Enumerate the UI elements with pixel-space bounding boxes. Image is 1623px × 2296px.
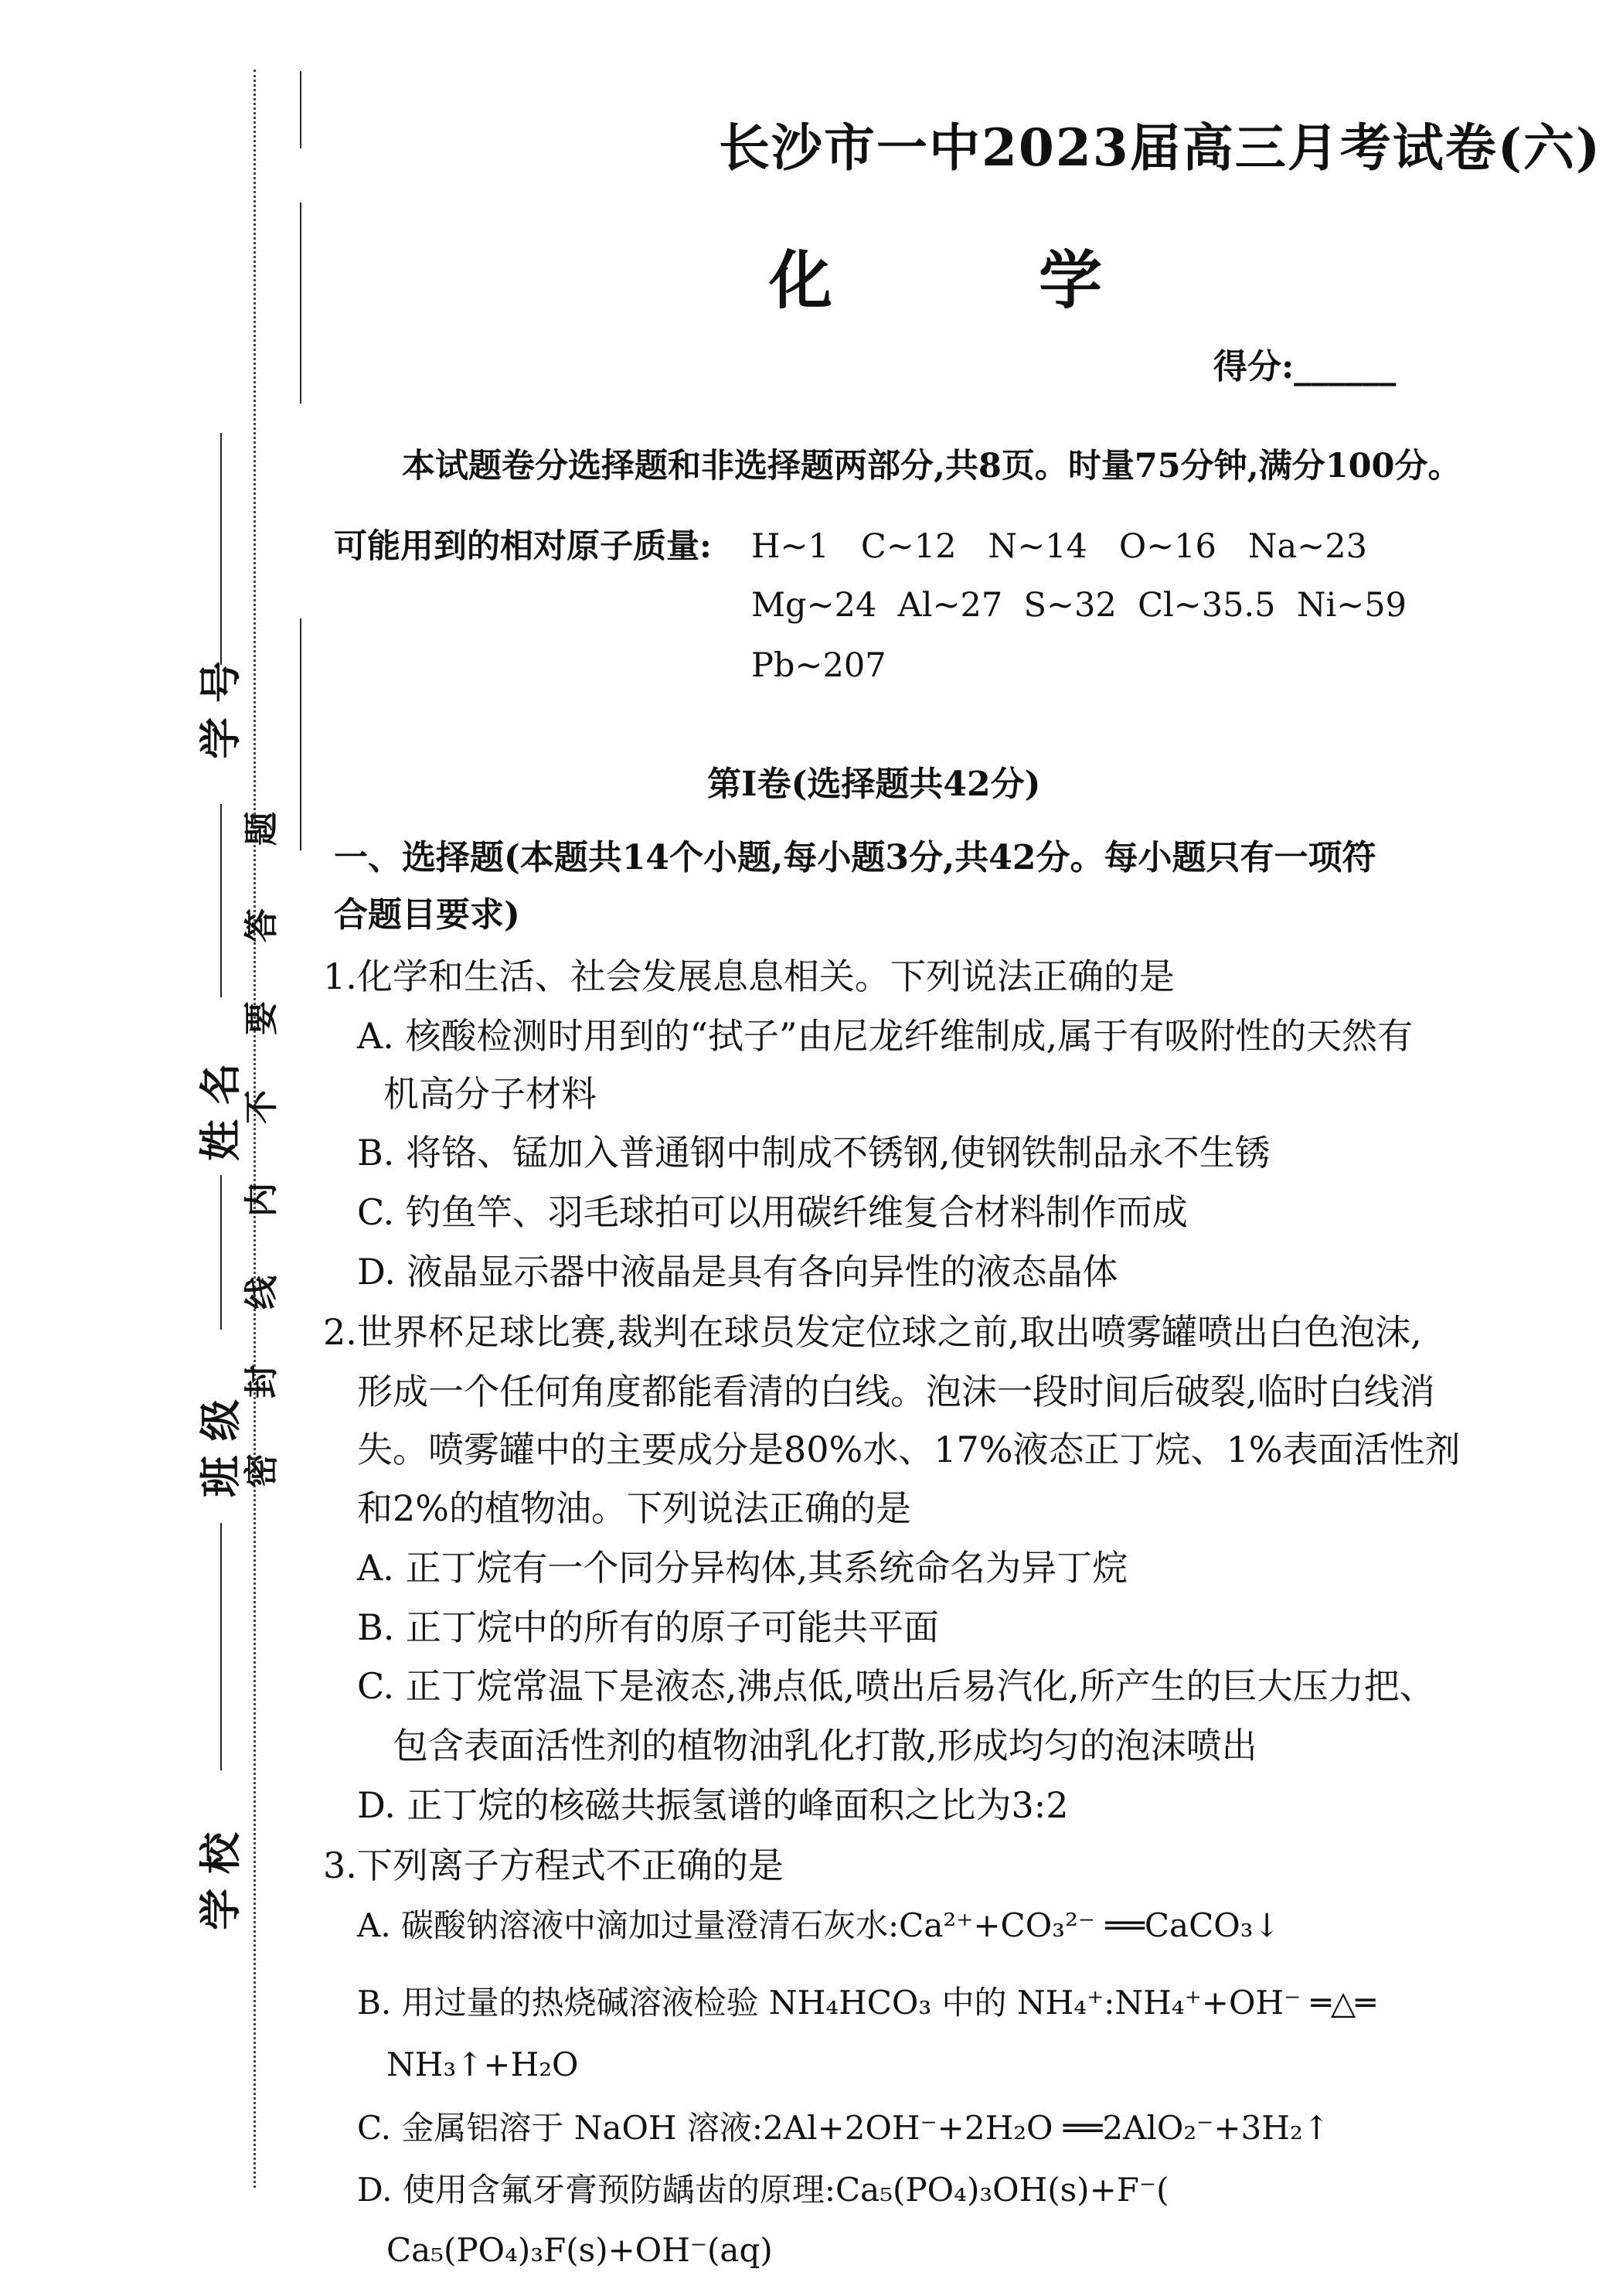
score-field[interactable]: 得分:______ [1213, 347, 1397, 387]
seal-notice-char: 要 [242, 1001, 281, 1035]
section-instructions-line1: 一、选择题(本题共14个小题,每小题3分,共42分。每小题只有一项符 [334, 838, 1376, 877]
name-label: 姓 名 [195, 1063, 245, 1161]
seal-notice-char: 封 [242, 1364, 281, 1398]
volume-title: 第Ⅰ卷(选择题共42分) [707, 765, 1041, 804]
seal-line-mid [300, 618, 301, 850]
student-id-field[interactable] [220, 433, 222, 665]
question-stem: 2.世界杯足球比赛,裁判在球员发定位球之前,取出喷雾罐喷出白色泡沫, [323, 1311, 1422, 1353]
option-c-cont: 包含表面活性剂的植物油乳化打散,形成均匀的泡沫喷出 [393, 1725, 1257, 1766]
school-label: 学 校 [195, 1832, 245, 1930]
option-a: A. 核酸检测时用到的“拭子”由尼龙纤维制成,属于有吸附性的天然有 [357, 1015, 1414, 1057]
option-b: B. 将铬、锰加入普通钢中制成不锈钢,使钢铁制品永不生锈 [357, 1132, 1271, 1174]
seal-notice-char: 答 [242, 908, 281, 942]
seal-notice-char: 内 [242, 1183, 281, 1217]
option-c: C. 金属铝溶于 NaOH 溶液:2Al+2OH⁻+2H₂O ══2AlO₂⁻+3H₂↑ [357, 2109, 1330, 2147]
atomic-mass-line2: Mg~24 Al~27 S~32 Cl~35.5 Ni~59 [751, 586, 1407, 625]
option-b: B. 用过量的热烧碱溶液检验 NH₄HCO₃ 中的 NH₄⁺:NH₄⁺+OH⁻ ═△═ [357, 1984, 1376, 2022]
class-field[interactable] [220, 1175, 222, 1330]
option-a-cont: 机高分子材料 [383, 1073, 597, 1115]
name-field[interactable] [220, 804, 222, 997]
option-d: D. 液晶显示器中液晶是具有各向异性的液态晶体 [357, 1251, 1118, 1293]
seal-notice-char: 线 [242, 1276, 281, 1310]
option-d: D. 使用含氟牙膏预防龋齿的原理:Ca₅(PO₄)₃OH(s)+F⁻( [357, 2171, 1169, 2209]
option-b-cont: NH₃↑+H₂O [386, 2046, 579, 2083]
exam-title: 长沙市一中2023届高三月考试卷(六) [719, 118, 1602, 178]
option-b: B. 正丁烷中的所有的原子可能共平面 [357, 1606, 940, 1648]
option-d: D. 正丁烷的核磁共振氢谱的峰面积之比为3:2 [357, 1784, 1069, 1826]
question-stem: 1.化学和生活、社会发展息息相关。下列说法正确的是 [323, 956, 1175, 997]
option-d-cont: Ca₅(PO₄)₃F(s)+OH⁻(aq) [386, 2231, 773, 2269]
atomic-mass-line1: H~1 C~12 N~14 O~16 Na~23 [751, 527, 1367, 566]
seal-notice-char: 密 [242, 1453, 281, 1487]
option-a: A. 碳酸钠溶液中滴加过量澄清石灰水:Ca²⁺+CO₃²⁻ ══CaCO₃↓ [357, 1906, 1281, 1944]
class-label: 班 级 [195, 1399, 245, 1497]
question-stem: 失。喷雾罐中的主要成分是80%水、17%液态正丁烷、1%表面活性剂 [357, 1429, 1461, 1470]
seal-line-top [300, 71, 301, 148]
option-c: C. 正丁烷常温下是液态,沸点低,喷出后易汽化,所产生的巨大压力把、 [357, 1665, 1435, 1707]
seal-line-upper [300, 203, 301, 404]
subject-title: 化 学 [769, 244, 1157, 318]
seal-dotted-line [253, 70, 256, 2188]
option-a: A. 正丁烷有一个同分异构体,其系统命名为异丁烷 [357, 1547, 1128, 1589]
seal-notice-char: 题 [242, 812, 281, 846]
option-c: C. 钓鱼竿、羽毛球拍可以用碳纤维复合材料制作而成 [357, 1191, 1188, 1233]
paper-note: 本试题卷分选择题和非选择题两部分,共8页。时量75分钟,满分100分。 [402, 447, 1461, 485]
student-id-label: 学 号 [195, 661, 245, 759]
seal-notice-char: 不 [242, 1090, 281, 1124]
atomic-mass-label: 可能用到的相对原子质量: [334, 527, 712, 566]
question-stem: 3.下列离子方程式不正确的是 [323, 1845, 784, 1886]
school-field[interactable] [220, 1523, 222, 1770]
section-instructions-line2: 合题目要求) [334, 895, 520, 935]
atomic-mass-line3: Pb~207 [751, 646, 886, 685]
question-stem: 形成一个任何角度都能看清的白线。泡沫一段时间后破裂,临时白线消 [357, 1371, 1435, 1412]
question-stem: 和2%的植物油。下列说法正确的是 [357, 1487, 911, 1529]
